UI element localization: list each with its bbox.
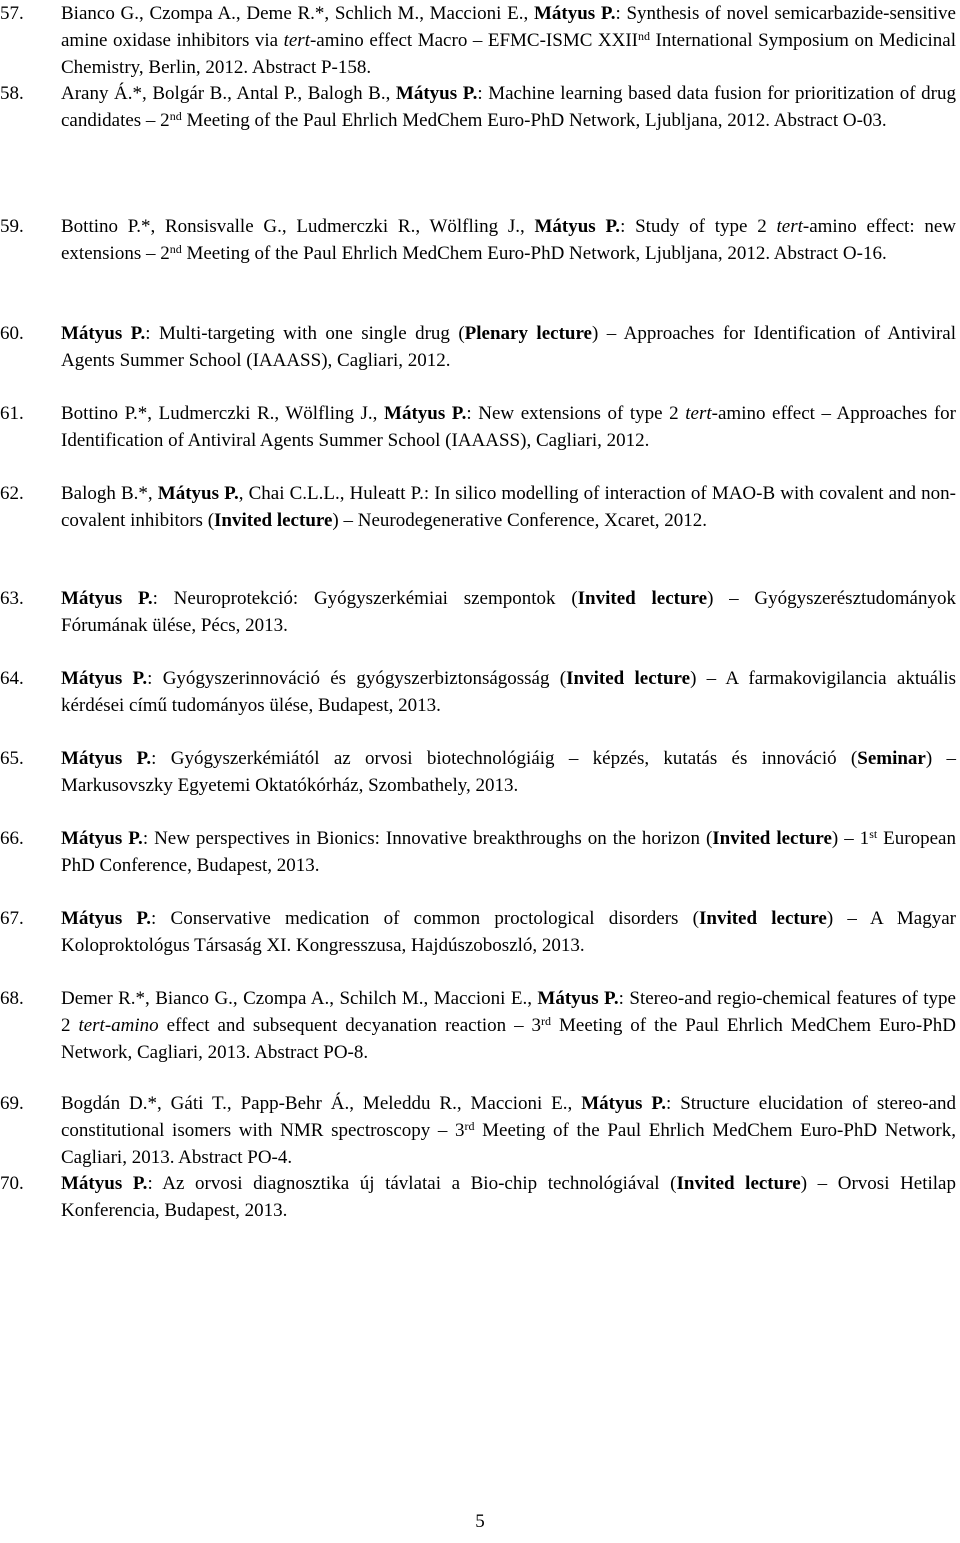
citation-text: Bogdán D.*, Gáti T., Papp-Behr Á., Meleddu R., Maccioni E., (61, 1093, 582, 1114)
publication-entry (0, 1170, 956, 1224)
citation-text: Bottino P.*, Ludmerczki R., Wölfling J., (61, 403, 385, 424)
citation-text: ) – A Magyar Koloproktológus Társaság XI. Kongresszusa, Hajdúszoboszló, 2013. (61, 908, 956, 956)
entry-number: 64. (0, 668, 24, 689)
citation-text: : Conservative medication of common proctological disorders ( (151, 908, 699, 929)
citation-text: : Stereo-and regio-chemical features of type 2 (61, 988, 956, 1036)
publication-entry (0, 585, 956, 639)
citation-text: : Structure elucidation of stereo-and constitutional isomers with NMR spectroscopy – 3 (61, 1093, 956, 1141)
entry-number: 63. (0, 588, 24, 609)
bold-text: Plenary lecture (464, 323, 592, 344)
citation-text: ) – Gyógyszerésztudományok Fórumának ülése, Pécs, 2013. (61, 588, 956, 636)
ordinal-suffix: rd (541, 1014, 552, 1028)
entry-citation (61, 480, 956, 534)
citation-text: ) – A farmakovigilancia aktuális kérdései című tudományos ülése, Budapest, 2013. (61, 668, 957, 716)
citation-text: Arany Á.*, Bolgár B., Antal P., Balogh B., (61, 83, 396, 104)
citation-text: Meeting of the Paul Ehrlich MedChem Euro-PhD Network, Cagliari, 2013. Abstract PO-4. (61, 1120, 956, 1168)
publication-entry (0, 213, 956, 267)
entry-citation (61, 320, 956, 374)
entry-number: 66. (0, 828, 24, 849)
entry-citation (61, 80, 956, 134)
entry-number: 62. (0, 483, 24, 504)
publication-entry (0, 905, 956, 959)
citation-text: Balogh B.*, (61, 483, 158, 504)
citation-text: International Symposium on Medicinal Chemistry, Berlin, 2012. Abstract P-158. (61, 30, 956, 78)
publication-entry (0, 80, 956, 134)
entry-citation (61, 745, 956, 799)
bold-text: Seminar (857, 748, 926, 769)
ordinal-suffix: nd (638, 29, 651, 43)
entry-citation (61, 985, 956, 1066)
citation-text: ) – Markusovszky Egyetemi Oktatókórház, Szombathely, 2013. (61, 748, 956, 796)
publication-entry (0, 400, 956, 454)
entry-number: 57. (0, 3, 24, 24)
entry-citation (61, 1090, 956, 1171)
bold-text: Mátyus P. (61, 668, 148, 689)
entry-citation (61, 905, 956, 959)
entry-citation (61, 665, 956, 719)
bold-text: Invited lecture (712, 828, 832, 849)
citation-text: : Gyógyszerinnováció és gyógyszerbiztonságosság ( (147, 668, 567, 689)
ordinal-suffix: nd (169, 109, 182, 123)
entry-number: 70. (0, 1173, 24, 1194)
bold-text: Mátyus P. (61, 908, 152, 929)
citation-text: ) – 1 (831, 828, 870, 849)
bold-text: Invited lecture (566, 668, 691, 689)
citation-text: : New extensions of type 2 (466, 403, 686, 424)
bold-text: Mátyus P. (581, 1093, 666, 1114)
bold-text: Mátyus P. (157, 483, 239, 504)
citation-text: -amino effect – Approaches for Identification of Antiviral Agents Summer School (IAAASS), Cagliari, 2012. (61, 403, 956, 451)
citation-text: : Synthesis of novel semicarbazide-sensitive amine oxidase inhibitors via (61, 3, 956, 51)
publication-entry (0, 665, 956, 719)
bold-text: Mátyus P. (384, 403, 467, 424)
citation-text: : Machine learning based data fusion for prioritization of drug candidates – 2 (61, 83, 956, 131)
entry-number: 68. (0, 988, 24, 1009)
page-number: 5 (475, 1511, 485, 1532)
bold-text: Mátyus P. (61, 828, 143, 849)
citation-text: : Neuroprotekció: Gyógyszerkémiai szempontok ( (152, 588, 578, 609)
entry-number: 58. (0, 83, 24, 104)
bold-text: Invited lecture (577, 588, 708, 609)
entry-citation (61, 1170, 956, 1224)
publication-entry (0, 985, 956, 1066)
entry-number: 67. (0, 908, 24, 929)
citation-text: : Az orvosi diagnosztika új távlatai a Bio-chip technológiával ( (147, 1173, 677, 1194)
citation-text: : Multi-targeting with one single drug ( (145, 323, 465, 344)
citation-text: effect and subsequent decyanation reaction – 3 (158, 1015, 542, 1036)
bold-text: Mátyus P. (61, 748, 152, 769)
citation-text: Meeting of the Paul Ehrlich MedChem Euro-PhD Network, Ljubljana, 2012. Abstract O-03. (181, 110, 887, 131)
ordinal-suffix: nd (169, 242, 182, 256)
citation-text: Bianco G., Czompa A., Deme R.*, Schlich M., Maccioni E., (61, 3, 534, 24)
publication-entry (0, 480, 956, 534)
italic-text: tert (776, 216, 803, 237)
citation-text: -amino effect Macro – EFMC-ISMC XXII (309, 30, 639, 51)
publication-entry (0, 745, 956, 799)
italic-text: tert (685, 403, 712, 424)
entry-number: 60. (0, 323, 24, 344)
bold-text: Mátyus P. (61, 588, 153, 609)
entry-citation (61, 825, 956, 879)
citation-text: -amino effect: new extensions – 2 (61, 216, 957, 264)
publication-entry (0, 1090, 956, 1171)
italic-text: tert-amino (78, 1015, 159, 1036)
italic-text: tert (283, 30, 310, 51)
bold-text: Invited lecture (214, 510, 333, 531)
citation-text: : Gyógyszerkémiától az orvosi biotechnológiáig – képzés, kutatás és innováció ( (151, 748, 858, 769)
bold-text: Mátyus P. (395, 83, 478, 104)
entry-number: 65. (0, 748, 24, 769)
citation-text: European PhD Conference, Budapest, 2013. (61, 828, 956, 876)
bold-text: Mátyus P. (533, 3, 616, 24)
entry-citation (61, 585, 956, 639)
entry-citation (61, 400, 956, 454)
citation-text: Meeting of the Paul Ehrlich MedChem Euro-PhD Network, Ljubljana, 2012. Abstract O-16. (181, 243, 887, 264)
bold-text: Invited lecture (698, 908, 827, 929)
entry-number: 69. (0, 1093, 24, 1114)
entry-citation (61, 213, 956, 267)
bold-text: Mátyus P. (61, 1173, 148, 1194)
citation-text: Bottino P.*, Ronsisvalle G., Ludmerczki R., Wölfling J., (61, 216, 535, 237)
publication-entry (0, 825, 956, 879)
ordinal-suffix: st (869, 827, 878, 841)
entry-citation (61, 0, 956, 81)
citation-text: : Study of type 2 (620, 216, 777, 237)
citation-text: , Chai C.L.L., Huleatt P.: In silico modelling of interaction of MAO-B with covalent and non-covalent inhibitors ( (61, 483, 956, 531)
bold-text: Mátyus P. (537, 988, 619, 1009)
citation-text: Meeting of the Paul Ehrlich MedChem Euro-PhD Network, Cagliari, 2013. Abstract PO-8. (61, 1015, 957, 1063)
bold-text: Invited lecture (676, 1173, 801, 1194)
entry-number: 59. (0, 216, 24, 237)
citation-text: ) – Neurodegenerative Conference, Xcaret, 2012. (332, 510, 707, 531)
citation-text: ) – Approaches for Identification of Antiviral Agents Summer School (IAAASS), Cagliari, 2012. (61, 323, 957, 371)
bold-text: Mátyus P. (534, 216, 621, 237)
citation-text: Demer R.*, Bianco G., Czompa A., Schilch M., Maccioni E., (61, 988, 538, 1009)
ordinal-suffix: rd (464, 1119, 475, 1133)
entry-number: 61. (0, 403, 24, 424)
citation-text: ) – Orvosi Hetilap Konferencia, Budapest, 2013. (61, 1173, 956, 1221)
bold-text: Mátyus P. (61, 323, 146, 344)
publication-entry (0, 0, 956, 81)
citation-text: : New perspectives in Bionics: Innovative breakthroughs on the horizon ( (142, 828, 713, 849)
publication-entry (0, 320, 956, 374)
